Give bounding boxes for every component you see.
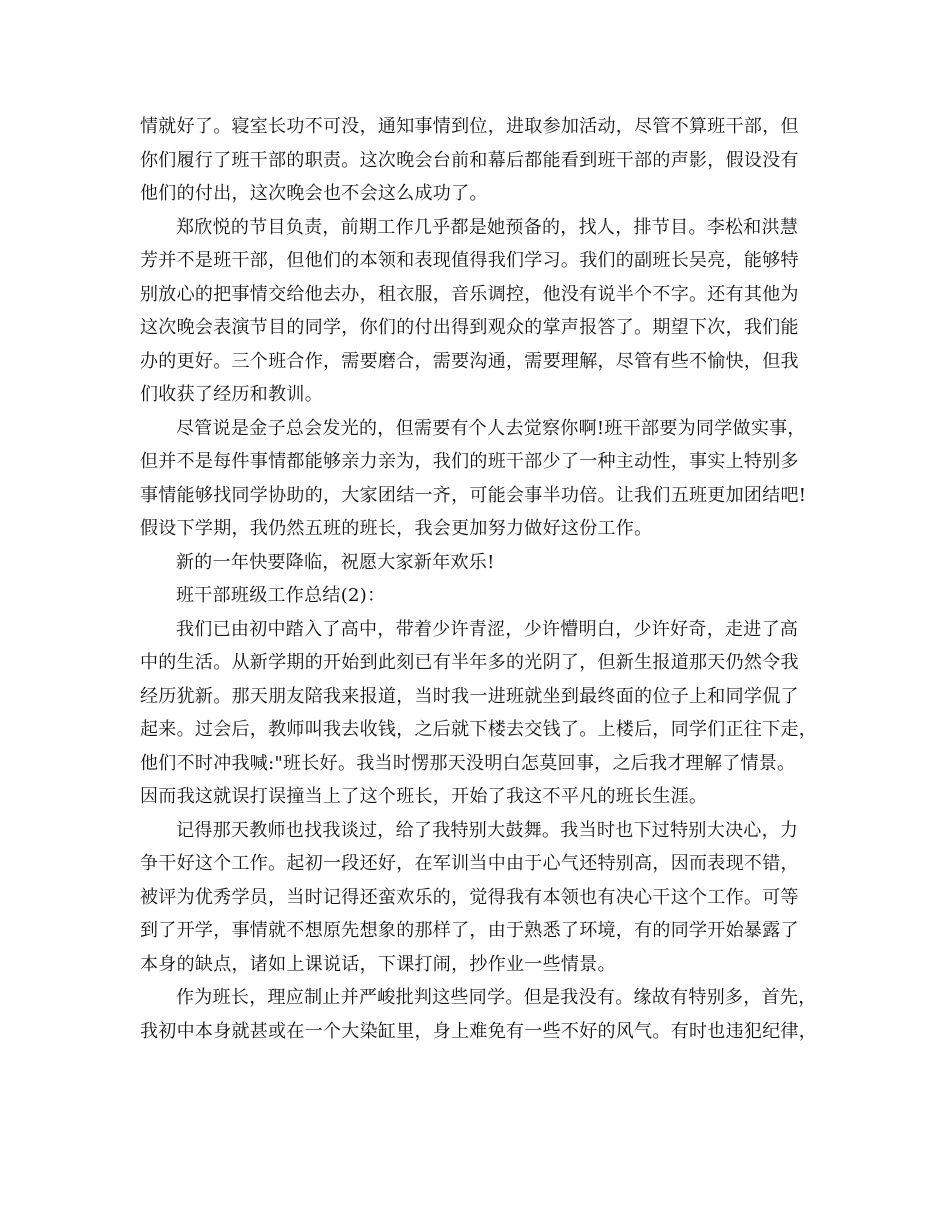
text-line: 们收获了经历和教训。 xyxy=(140,384,323,405)
text-line: 经历犹新。那天朋友陪我来报道，当时我一进班就坐到最终面的位子上和同学侃了 xyxy=(140,685,799,707)
text-line: 办的更好。三个班合作，需要磨合，需要沟通，需要理解，尽管有些不愉快，但我 xyxy=(140,350,799,372)
text-line: 这次晚会表演节目的同学，你们的付出得到观众的掌声报答了。期望下次，我们能 xyxy=(140,317,799,338)
text-line: 你们履行了班干部的职责。这次晚会台前和幕后都能看到班干部的声影，假设没有 xyxy=(140,149,799,171)
text-line: 本身的缺点，诸如上课说话，下课打闹，抄作业一些情景。 xyxy=(140,953,616,975)
text-line: 因而我这就误打误撞当上了这个班长，开始了我这不平凡的班长生涯。 xyxy=(140,786,708,807)
text-line: 起来。过会后，教师叫我去收钱，之后就下楼去交钱了。上楼后，同学们正往下走， xyxy=(140,719,818,740)
text-line: 尽管说是金子总会发光的，但需要有个人去觉察你啊!班干部要为同学做实事， xyxy=(176,417,806,439)
text-line: 事情能够找同学协助的，大家团结一齐，可能会事半功倍。让我们五班更加团结吧! xyxy=(140,484,807,506)
text-line: 别放心的把事情交给他去办，租衣服，音乐调控，他没有说半个不字。还有其他为 xyxy=(140,283,799,305)
text-line: 记得那天教师也找我谈过，给了我特别大鼓舞。我当时也下过特别大决心，力 xyxy=(176,819,799,841)
text-line: 我们已由初中踏入了高中，带着少许青涩，少许懵明白，少许好奇，走进了高 xyxy=(176,618,799,640)
text-line: 郑欣悦的节目负责，前期工作几乎都是她预备的，找人，排节目。李松和洪慧 xyxy=(176,216,799,238)
document-page xyxy=(140,110,830,1048)
text-line: 他们的付出，这次晚会也不会这么成功了。 xyxy=(140,183,488,204)
text-line: 芳并不是班干部，但他们的本领和表现值得我们学习。我们的副班长吴亮，能够特 xyxy=(140,250,799,271)
text-line: 班干部班级工作总结(2)： xyxy=(176,585,386,606)
text-line: 到了开学，事情就不想原先想象的那样了，由于熟悉了环境，有的同学开始暴露了 xyxy=(140,920,799,941)
text-line: 被评为优秀学员，当时记得还蛮欢乐的，觉得我有本领也有决心干这个工作。可等 xyxy=(140,886,799,908)
text-line: 争干好这个工作。起初一段还好，在军训当中由于心气还特别高，因而表现不错， xyxy=(140,853,799,874)
text-line: 中的生活。从新学期的开始到此刻已有半年多的光阴了，但新生报道那天仍然令我 xyxy=(140,652,799,673)
text-line: 他们不时冲我喊:"班长好。我当时愣那天没明白怎莫回事，之后我才理解了情景。 xyxy=(140,752,796,774)
text-line: 假设下学期，我仍然五班的班长，我会更加努力做好这份工作。 xyxy=(140,518,653,539)
text-line: 新的一年快要降临，祝愿大家新年欢乐! xyxy=(176,551,495,573)
text-line: 作为班长，理应制止并严峻批判这些同学。但是我没有。缘故有特别多，首先， xyxy=(176,987,817,1008)
text-line: 但并不是每件事情都能够亲力亲为，我们的班干部少了一种主动性，事实上特别多 xyxy=(140,451,799,472)
text-line: 我初中本身就甚或在一个大染缸里，身上难免有一些不好的风气。有时也违犯纪律， xyxy=(140,1020,818,1042)
text-line: 情就好了。寝室长功不可没，通知事情到位，进取参加活动，尽管不算班干部，但 xyxy=(140,116,799,137)
